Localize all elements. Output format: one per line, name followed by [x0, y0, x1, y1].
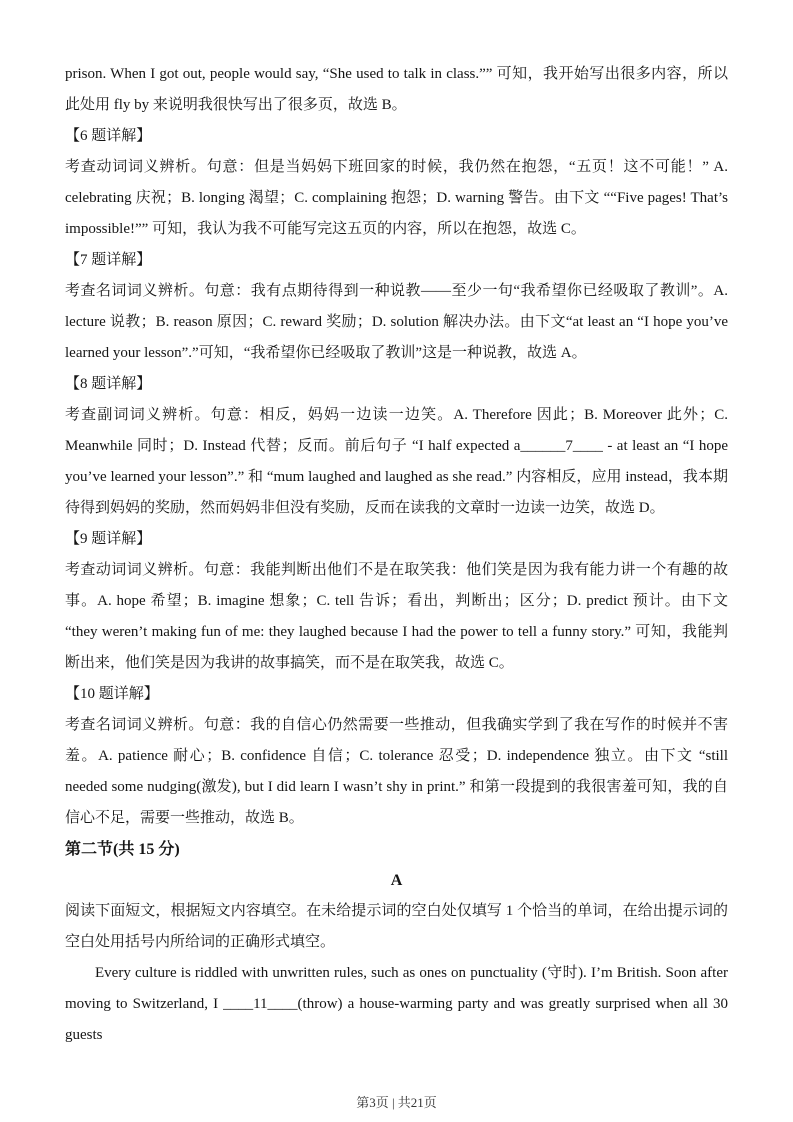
question-6-heading: 【6 题详解】	[65, 128, 152, 144]
question-8-explanation: 考查副词词义辨析。句意：相反，妈妈一边读一边笑。A. Therefore 因此；B. Moreover 此外；C. Meanwhile 同时；D. Instead 代替；反而。前后句子 “I half expected a______7____ - at least an “I hope you’ve learned your lesson”.” 和 “mum laughed and laughed as she read.” 内容相反，应用 instead，我本期待得到妈妈的奖励，然而妈妈非但没有奖励，反而在读我的文章时一边读一边笑，故选 D。	[65, 407, 728, 516]
passage-paragraph: Every culture is riddled with unwritten rules, such as ones on punctuality (守时). I’m British. Soon after moving to Switzerland, I ____11____(throw) a house-warming party and was greatly surprised when all 30 guests	[65, 965, 728, 1043]
question-7-explanation: 考查名词词义辨析。句意：我有点期待得到一种说教——至少一句“我希望你已经吸取了教训”。A. lecture 说教；B. reason 原因；C. reward 奖励；D. solution 解决办法。由下文“at least an “I hope you’ve learned your lesson”.”可知，“我希望你已经吸取了教训”这是一种说教，故选 A。	[65, 283, 728, 361]
question-6-explanation: 考查动词词义辨析。句意：但是当妈妈下班回家的时候，我仍然在抱怨，“五页！这不可能！” A. celebrating 庆祝；B. longing 渴望；C. complaining 抱怨；D. warning 警告。由下文 ““Five pages! That’s impossible!”” 可知，我认为我不可能写完这五页的内容，所以在抱怨，故选 C。	[65, 159, 728, 237]
page-footer: 第3页 | 共21页	[356, 1095, 437, 1110]
question-9-explanation: 考查动词词义辨析。句意：我能判断出他们不是在取笑我：他们笑是因为我有能力讲一个有趣的故事。A. hope 希望；B. imagine 想象；C. tell 告诉；看出，判断出；区分；D. predict 预计。由下文 “they weren’t making fun of me: they laughed because I had the power to tell a funny story.” 可知，我能判断出来，他们笑是因为我讲的故事搞笑，而不是在取笑我，故选 C。	[65, 562, 728, 671]
question-8-heading: 【8 题详解】	[65, 376, 152, 392]
passage-a-label: A	[390, 872, 403, 889]
section-2-heading: 第二节(共 15 分)	[65, 841, 180, 858]
question-9-heading: 【9 题详解】	[65, 531, 152, 547]
section-2-instructions: 阅读下面短文，根据短文内容填空。在未给提示词的空白处仅填写 1 个恰当的单词，在给出提示词的空白处用括号内所给词的正确形式填空。	[65, 903, 728, 950]
question-10-explanation: 考查名词词义辨析。句意：我的自信心仍然需要一些推动，但我确实学到了我在写作的时候并不害羞。A. patience 耐心；B. confidence 自信；C. tolerance 忍受；D. independence 独立。由下文 “still needed some nudging(激发), but I did learn I wasn’t shy in print.” 和第一段提到的我很害羞可知，我的自信心不足，需要一些推动，故选 B。	[65, 717, 728, 826]
answer-explanation-continuation: prison. When I got out, people would say, “She used to talk in class.”” 可知，我开始写出很多内容，所以此处用 fly by 来说明我很快写出了很多页，故选 B。	[65, 66, 728, 113]
question-7-heading: 【7 题详解】	[65, 252, 152, 268]
question-10-heading: 【10 题详解】	[65, 686, 159, 702]
